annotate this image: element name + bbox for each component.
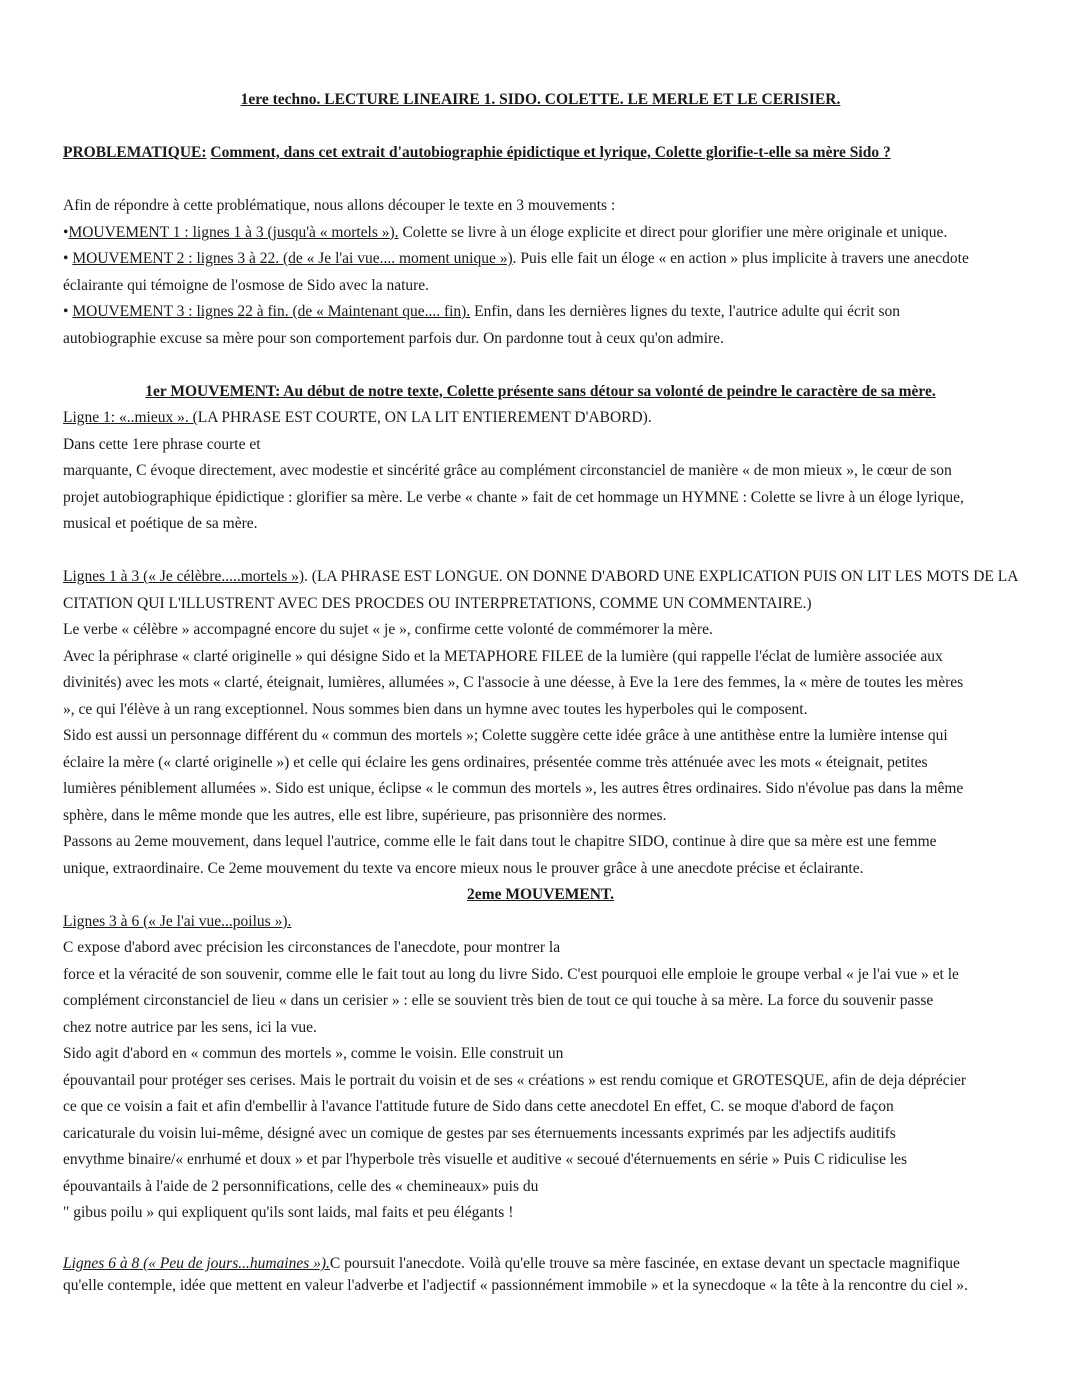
- text-segment: éclaire la mère (« clarté originelle ») et celle qui éclaire les gens ordinaires, présentée comme très atténuée avec les mots « éteignait, petites: [63, 753, 928, 771]
- underlined-label: Lignes 6 à 8 (« Peu de jours...humaines »).: [63, 1255, 330, 1272]
- text-line: [63, 485, 1018, 512]
- text-line: [63, 1200, 1018, 1227]
- text-segment: Enfin, dans les dernières lignes du texte, l'autrice adulte qui écrit son: [470, 303, 901, 320]
- text-segment: . Puis elle fait un éloge « en action » plus implicite à travers une anecdote: [512, 250, 969, 267]
- text-line: [63, 829, 1018, 856]
- text-segment: sphère, dans le même monde que les autres, elle est libre, supérieure, pas prisonnière des normes.: [63, 806, 667, 824]
- text-segment: projet autobiographique épidictique : glorifier sa mère. Le verbe « chante » fait de cet hommage un HYMNE : Colette se livre à un éloge lyrique,: [63, 488, 964, 506]
- text-segment: C expose d'abord avec précision les circonstances de l'anecdote, pour montrer la: [63, 939, 561, 956]
- text-segment: », ce qui l'élève à un rang exceptionnel. Nous sommes bien dans un hymne avec toutes les hyperboles qui le composent.: [63, 700, 808, 718]
- text-segment: ce que ce voisin a fait et afin d'embellir à l'avance l'attitude future de Sido dans cette anecdotel En effet, C. se moque d'abord de façon: [63, 1098, 894, 1115]
- text-segment: qu'elle contemple, idée que mettent en valeur l'adverbe et l'adjectif « passionnément immobile » et la synecdoque « la tête à la rencontre du ciel ».: [63, 1277, 968, 1294]
- text-segment: Sido agit d'abord en « commun des mortels », comme le voisin. Elle construit un: [63, 1045, 564, 1062]
- text-segment: complément circonstanciel de lieu « dans un cerisier » : elle se souvient très bien de tout ce qui touche à sa mère. La force du souvenir passe: [63, 992, 934, 1009]
- text-segment: " gibus poilu » qui expliquent qu'ils sont laids, mal faits et peu élégants !: [63, 1204, 514, 1221]
- text-line: [63, 776, 1018, 803]
- text-segment: LA PHRASE EST COURTE, ON LA LIT ENTIEREMENT D'ABORD).: [197, 409, 652, 426]
- text-line: [63, 962, 1018, 989]
- text-line: [63, 856, 1018, 883]
- text-segment: divinités) avec les mots « clarté, éteignait, lumières, allumées », C l'associe à une déesse, à Eve la 1ere des femmes, la « mère de toutes les mères: [63, 674, 964, 691]
- underlined-label: PROBLEMATIQUE:: [63, 144, 207, 161]
- text-segment: lumières péniblement allumées ». Sido est unique, éclipse « le commun des mortels », les autres êtres ordinaires. Sido n'évolue pas dans la même: [63, 780, 964, 797]
- text-line: [63, 246, 1018, 273]
- underlined-label: MOUVEMENT 2 : lignes 3 à 22. (de « Je l'ai vue.... moment unique »): [72, 250, 513, 267]
- text-segment: C poursuit l'anecdote. Voilà qu'elle trouve sa mère fascinée, en extase devant un spectacle magnifique: [329, 1255, 960, 1272]
- document-page: [63, 87, 1018, 1297]
- text-line: [63, 140, 1018, 167]
- text-line: [63, 909, 1018, 936]
- text-segment: Afin de répondre à cette problématique, nous allons découper le texte en 3 mouvements :: [63, 197, 616, 214]
- underlined-label: Comment, dans cet extrait d'autobiographie épidictique et lyrique, Colette glorifie-t-elle sa mère Sido ?: [210, 144, 891, 161]
- text-segment: •: [63, 303, 73, 320]
- text-segment: autobiographie excuse sa mère pour son comportement parfois dur. On pardonne tout à ceux qu'on admire.: [63, 329, 724, 347]
- closing-paragraph: [63, 1253, 1018, 1297]
- text-segment: Passons au 2eme mouvement, dans lequel l'autrice, comme elle le fait dans tout le chapitre SIDO, continue à dire que sa mère est une femme: [63, 833, 937, 850]
- text-line: [63, 1094, 1018, 1121]
- section-heading: [63, 87, 1018, 114]
- text-line: [63, 750, 1018, 777]
- text-segment: CITATION QUI L'ILLUSTRENT AVEC DES PROCDES OU INTERPRETATIONS, COMME UN COMMENTAIRE.): [63, 594, 812, 612]
- text-line: [63, 1068, 1018, 1095]
- text-segment: . (LA PHRASE EST LONGUE. ON DONNE D'ABORD UNE EXPLICATION PUIS ON LIT LES MOTS DE LA: [304, 568, 1019, 585]
- underlined-label: Lignes 3 à 6 (« Je l'ai vue...poilus »).: [63, 912, 292, 930]
- text-line: [63, 432, 1018, 459]
- text-line: [63, 511, 1018, 538]
- underlined-label: Ligne 1: «..mieux ». (: [63, 409, 198, 426]
- text-line: [63, 326, 1018, 353]
- underlined-label: MOUVEMENT 3 : lignes 22 à fin. (de « Maintenant que.... fin).: [72, 303, 471, 320]
- text-segment: caricaturale du voisin lui-même, désigné avec un comique de gestes par ses éternuements incessants exprimés par les adjectifs auditifs: [63, 1124, 896, 1142]
- text-segment: épouvantails à l'aide de 2 personnifications, celle des « chemineaux» puis du: [63, 1177, 539, 1195]
- text-line: [63, 1121, 1018, 1148]
- text-segment: musical et poétique de sa mère.: [63, 515, 258, 532]
- document-body: [63, 87, 1018, 1253]
- text-line: [63, 1253, 1018, 1275]
- text-segment: envythme binaire/« enrhumé et doux » et par l'hyperbole très visuelle et auditive « secoué d'éternuements en série » Puis C ridiculise les: [63, 1151, 908, 1168]
- text-segment: marquante, C évoque directement, avec modestie et sincérité grâce au complément circonstanciel de manière « de mon mieux », le cœur de son: [63, 462, 952, 479]
- text-segment: force et la véracité de son souvenir, comme elle le fait tout au long du livre Sido. C'est pourquoi elle emploie le groupe verbal « je l'ai vue » et le: [63, 965, 959, 983]
- text-segment: •: [63, 223, 69, 241]
- underlined-label: 2eme MOUVEMENT.: [467, 886, 614, 903]
- text-line: [63, 803, 1018, 830]
- text-line: [63, 935, 1018, 962]
- section-heading: [63, 882, 1018, 909]
- text-line: [63, 114, 1018, 141]
- text-line: [63, 538, 1018, 565]
- text-segment: épouvantail pour protéger ses cerises. Mais le portrait du voisin et de ses « créations » est rendu comique et GROTESQUE, afin de deja déprécier: [63, 1071, 967, 1089]
- text-line: [63, 723, 1018, 750]
- underlined-label: 1er MOUVEMENT: Au début de notre texte, Colette présente sans détour sa volonté de peindre le caractère de sa mère.: [145, 382, 936, 400]
- text-line: [63, 670, 1018, 697]
- text-segment: Sido est aussi un personnage différent du « commun des mortels »; Colette suggère cette idée grâce à une antithèse entre la lumière intense qui: [63, 727, 948, 744]
- text-segment: Avec la périphrase « clarté originelle » qui désigne Sido et la METAPHORE FILEE de la lumière (qui rappelle l'éclat de lumière associée aux: [63, 647, 943, 665]
- text-line: [63, 458, 1018, 485]
- text-line: [63, 167, 1018, 194]
- text-line: [63, 564, 1018, 591]
- text-segment: éclairante qui témoigne de l'osmose de Sido avec la nature.: [63, 276, 430, 294]
- underlined-label: MOUVEMENT 1 : lignes 1 à 3 (jusqu'à « mortels »).: [68, 223, 399, 241]
- underlined-label: 1ere techno. LECTURE LINEAIRE 1. SIDO. COLETTE. LE MERLE ET LE CERISIER.: [240, 91, 841, 108]
- text-line: [63, 220, 1018, 247]
- text-segment: Dans cette 1ere phrase courte et: [63, 435, 261, 453]
- text-line: [63, 193, 1018, 220]
- section-heading: [63, 379, 1018, 406]
- text-segment: •: [63, 250, 73, 267]
- text-segment: chez notre autrice par les sens, ici la vue.: [63, 1018, 317, 1036]
- text-line: [63, 1041, 1018, 1068]
- text-line: [63, 273, 1018, 300]
- underlined-label: Lignes 1 à 3 (« Je célèbre.....mortels »): [63, 568, 305, 585]
- text-segment: Colette se livre à un éloge explicite et direct pour glorifier une mère originale et unique.: [398, 223, 948, 241]
- text-line: [63, 1174, 1018, 1201]
- text-line: [63, 1227, 1018, 1254]
- text-line: [63, 1275, 1018, 1297]
- text-line: [63, 299, 1018, 326]
- text-line: [63, 591, 1018, 618]
- text-segment: unique, extraordinaire. Ce 2eme mouvement du texte va encore mieux nous le prouver grâce à une anecdote précise et éclairante.: [63, 859, 864, 877]
- text-segment: Le verbe « célèbre » accompagné encore du sujet « je », confirme cette volonté de commémorer la mère.: [63, 621, 713, 638]
- text-line: [63, 988, 1018, 1015]
- text-line: [63, 697, 1018, 724]
- text-line: [63, 617, 1018, 644]
- text-line: [63, 1147, 1018, 1174]
- text-line: [63, 1015, 1018, 1042]
- text-line: [63, 644, 1018, 671]
- text-line: [63, 352, 1018, 379]
- text-line: [63, 405, 1018, 432]
